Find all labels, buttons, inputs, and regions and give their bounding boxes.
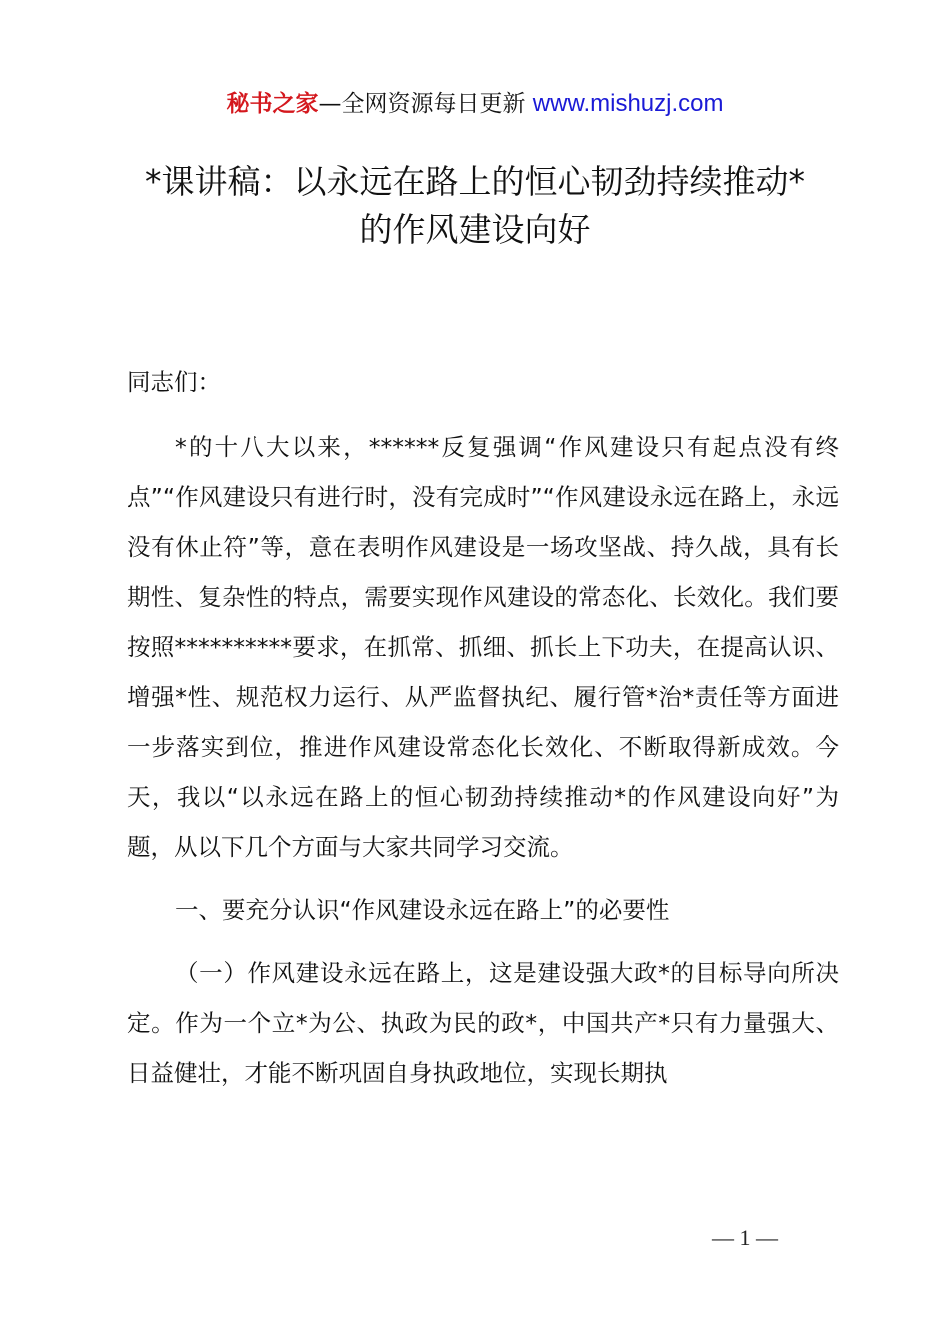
section-1-paragraph-1: （一）作风建设永远在路上，这是建设强大政*的目标导向所决定。作为一个立*为公、执政为民的政*，中国共产*只有力量强大、日益健壮，才能不断巩固自身执政地位，实现长期执 <box>127 959 839 1087</box>
title-line-2: 的作风建设向好 <box>359 210 591 249</box>
site-url-link[interactable]: www.mishuzj.com <box>532 90 724 117</box>
header-tagline: —全网资源每日更新 <box>318 91 526 117</box>
title-line-1: *课讲稿：以永远在路上的恒心韧劲持续推动* <box>145 162 805 201</box>
document-title <box>60 158 890 254</box>
salutation: 同志们： <box>127 368 221 396</box>
brand-name: 秘书之家 <box>226 91 319 117</box>
section-1-heading: 一、要充分认识“作风建设永远在路上”的必要性 <box>175 896 670 924</box>
page-number: — 1 — <box>712 1225 778 1250</box>
intro-paragraph: *的十八大以来，******反复强调“作风建设只有起点没有终点”“作风建设只有进行时，没有完成时”“作风建设永远在路上，永远没有休止符”等，意在表明作风建设是一场攻坚战、持久战，具有长期性、复杂性的特点，需要实现作风建设的常态化、长效化。我们要按照**********要求，在抓常、抓细、抓长上下功夫，在提高认识、增强*性、规范权力运行、从严监督执纪、履行管*治*责任等方面进一步落实到位，推进作风建设常态化长效化、不断取得新成效。今天，我以“以永远在路上的恒心韧劲持续推动*的作风建设向好”为题，从以下几个方面与大家共同学习交流。 <box>127 433 839 861</box>
site-header <box>0 86 950 122</box>
document-body <box>127 357 839 1098</box>
